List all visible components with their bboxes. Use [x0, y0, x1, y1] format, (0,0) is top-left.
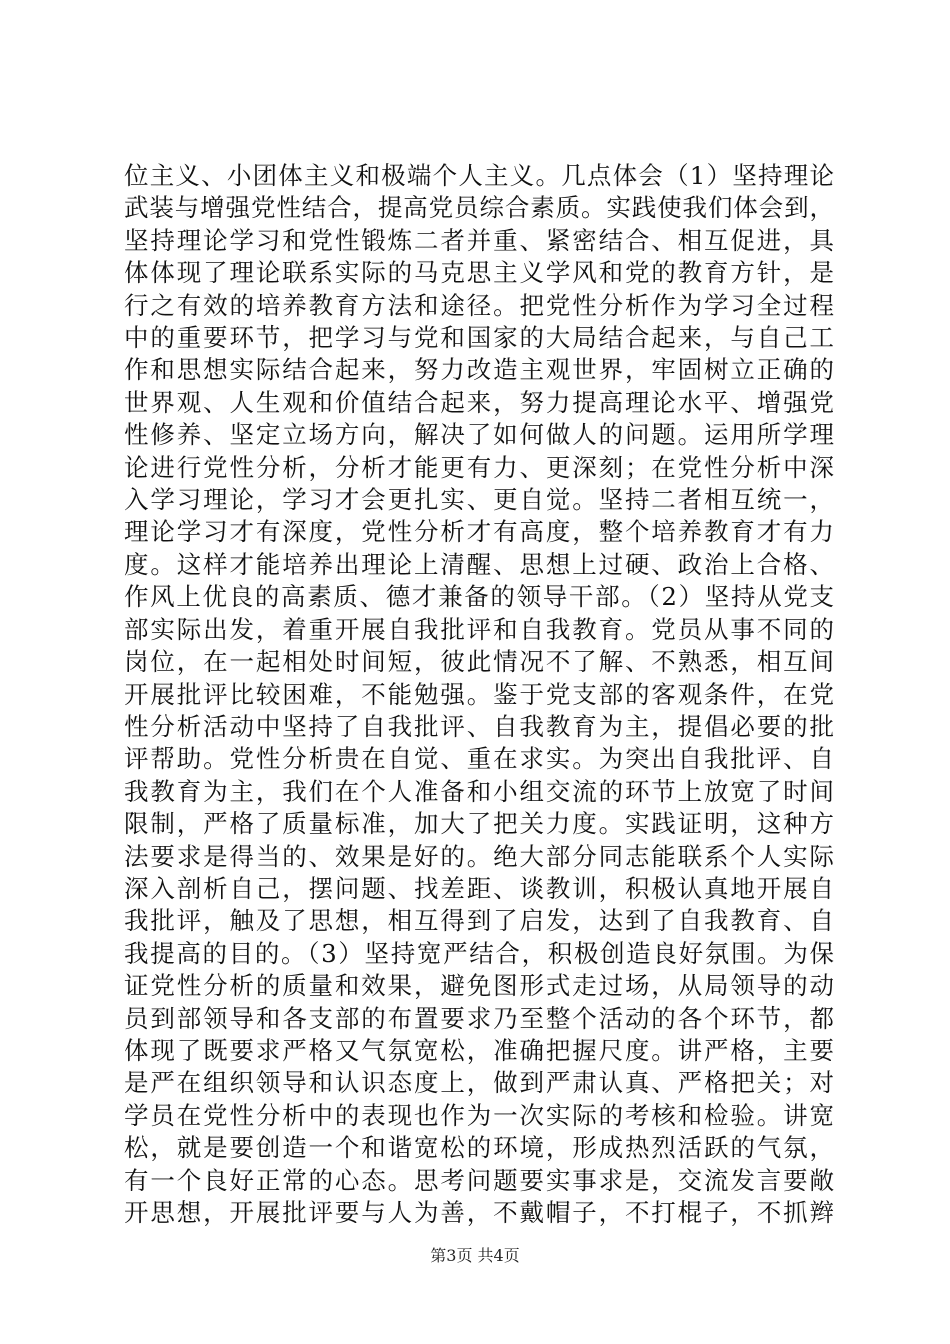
text-line-20: 我教育为主，我们在个人准备和小组交流的环节上放宽了时间 [124, 776, 834, 806]
text-line-9: 性修养、坚定立场方向，解决了如何做人的问题。运用所学理 [124, 420, 834, 450]
text-line-32: 有一个良好正常的心态。思考问题要实事求是，交流发言要敞 [124, 1165, 834, 1195]
text-line-31: 松，就是要创造一个和谐宽松的环境，形成热烈活跃的气氛， [124, 1133, 834, 1163]
text-line-21: 限制，严格了质量标准，加大了把关力度。实践证明，这种方 [124, 809, 834, 839]
text-line-13: 度。这样才能培养出理论上清醒、思想上过硬、政治上合格、 [124, 549, 834, 579]
body-text [124, 160, 834, 1229]
page-number-footer: 第3页 共4页 [430, 1246, 520, 1265]
text-line-29: 是严在组织领导和认识态度上，做到严肃认真、严格把关；对 [124, 1068, 834, 1098]
text-line-1: 位主义、小团体主义和极端个人主义。几点体会（1）坚持理论 [124, 161, 834, 190]
text-line-14: 作风上优良的高素质、德才兼备的领导干部。（2）坚持从党支 [124, 582, 834, 612]
text-line-28: 体现了既要求严格又气氛宽松，准确把握尺度。讲严格，主要 [124, 1035, 834, 1065]
text-line-24: 我批评，触及了思想，相互得到了启发，达到了自我教育、自 [124, 906, 834, 936]
text-line-4: 体体现了理论联系实际的马克思主义学风和党的教育方针，是 [124, 258, 834, 288]
text-line-15: 部实际出发，着重开展自我批评和自我教育。党员从事不同的 [124, 614, 834, 644]
text-line-7: 作和思想实际结合起来，努力改造主观世界，牢固树立正确的 [124, 355, 834, 385]
text-line-3: 坚持理论学习和党性锻炼二者并重、紧密结合、相互促进，具 [124, 225, 834, 255]
text-line-27: 员到部领导和各支部的布置要求乃至整个活动的各个环节，都 [124, 1003, 834, 1033]
text-line-19: 评帮助。党性分析贵在自觉、重在求实。为突出自我批评、自 [124, 744, 834, 774]
text-line-10: 论进行党性分析，分析才能更有力、更深刻；在党性分析中深 [124, 452, 834, 482]
text-line-12: 理论学习才有深度，党性分析才有高度，整个培养教育才有力 [124, 517, 834, 547]
text-line-5: 行之有效的培养教育方法和途径。把党性分析作为学习全过程 [124, 290, 834, 320]
text-line-22: 法要求是得当的、效果是好的。绝大部分同志能联系个人实际 [124, 841, 834, 871]
text-line-23: 深入剖析自己，摆问题、找差距、谈教训，积极认真地开展自 [124, 873, 834, 903]
text-line-18: 性分析活动中坚持了自我批评、自我教育为主，提倡必要的批 [124, 711, 834, 741]
text-line-33: 开思想，开展批评要与人为善，不戴帽子，不打棍子，不抓辫 [124, 1198, 834, 1227]
text-line-25: 我提高的目的。（3）坚持宽严结合，积极创造良好氛围。为保 [124, 938, 834, 968]
text-line-26: 证党性分析的质量和效果，避免图形式走过场，从局领导的动 [124, 971, 834, 1001]
text-line-17: 开展批评比较困难，不能勉强。鉴于党支部的客观条件，在党 [124, 679, 834, 709]
text-line-30: 学员在党性分析中的表现也作为一次实际的考核和检验。讲宽 [124, 1100, 834, 1130]
text-line-2: 武装与增强党性结合，提高党员综合素质。实践使我们体会到， [124, 193, 834, 223]
text-line-11: 入学习理论，学习才会更扎实、更自觉。坚持二者相互统一， [124, 485, 834, 515]
text-line-6: 中的重要环节，把学习与党和国家的大局结合起来，与自己工 [124, 323, 834, 353]
text-line-16: 岗位，在一起相处时间短，彼此情况不了解、不熟悉，相互间 [124, 647, 834, 677]
text-line-8: 世界观、人生观和价值结合起来，努力提高理论水平、增强党 [124, 387, 834, 417]
